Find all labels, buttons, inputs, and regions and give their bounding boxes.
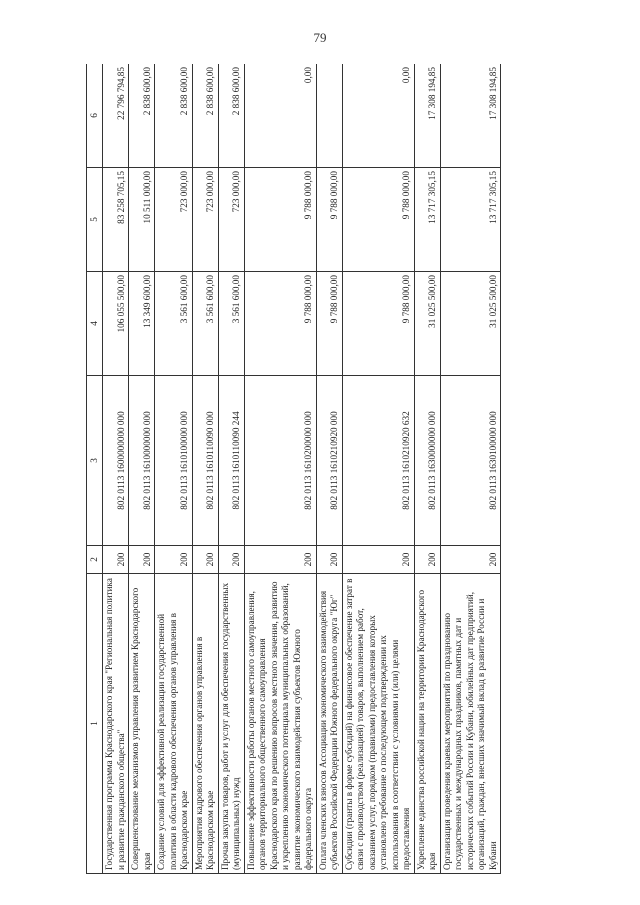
page-number: 79 xyxy=(313,30,327,45)
row-amount-6: 2 838 600,00 xyxy=(155,64,193,168)
row-name: Оплата членских взносов Ассоциации экономического взаимодействия субъектов Российской Федерации Южного федерального округа "Юг" xyxy=(316,574,342,874)
rotated-table-inner xyxy=(86,64,586,874)
table-row xyxy=(244,64,316,874)
table-row xyxy=(414,64,440,874)
row-amount-6 xyxy=(316,64,342,168)
table-row xyxy=(129,64,155,874)
row-amount-4: 9 788 000,00 xyxy=(244,272,316,376)
table-header-row xyxy=(87,64,103,874)
row-name: Организация проведения краевых мероприятий по празднованию государственных и международных праздников, памятных дат и исторических событий России и Кубани, юбилейных дат предприятий, организаций, граждан, внесших значимый вклад в развитие России и Кубани xyxy=(440,574,501,874)
row-name: Субсидии (гранты в форме субсидий) на финансовое обеспечение затрат в связи с производством (реализацией) товаров, выполнением работ, оказанием услуг, порядком (правилами) предоставления которых установлено требование о последующем подтверждении их использования в соответствии с условиями и (или) целями предоставления xyxy=(342,574,414,874)
row-name: Прочая закупка товаров, работ и услуг для обеспечения государственных (муниципальных) нужд xyxy=(218,574,244,874)
row-amount-6: 0,00 xyxy=(342,64,414,168)
row-code: 802 0113 1610000000 000 xyxy=(129,376,155,546)
row-code: 802 0113 1630100000 000 xyxy=(440,376,501,546)
table-row xyxy=(342,64,414,874)
row-code: 802 0113 1610210920 000 xyxy=(316,376,342,546)
row-amount-4: 3 561 600,00 xyxy=(218,272,244,376)
row-amount-4: 31 025 500,00 xyxy=(414,272,440,376)
row-amount-5: 9 788 000,00 xyxy=(316,168,342,272)
row-name: Мероприятия кадрового обеспечения органов управления в Краснодарском крае xyxy=(192,574,218,874)
row-amount-4: 3 561 600,00 xyxy=(155,272,193,376)
row-amount-6: 0,00 xyxy=(244,64,316,168)
row-amount-4: 9 788 000,00 xyxy=(342,272,414,376)
row-amount-6: 2 838 600,00 xyxy=(192,64,218,168)
header-cell: 6 xyxy=(87,64,103,168)
row-name: Создание условий для эффективной реализации государственной политики в области кадрового обеспечения органов управления в Краснодарском крае xyxy=(155,574,193,874)
table-row xyxy=(316,64,342,874)
budget-table xyxy=(86,64,501,874)
row-name: Совершенствование механизмов управления развитием Краснодарского края xyxy=(129,574,155,874)
row-amount-6: 22 796 794,85 xyxy=(103,64,129,168)
table-row xyxy=(218,64,244,874)
row-amount-6: 2 838 600,00 xyxy=(129,64,155,168)
row-name: Повышение эффективности работы органов местного самоуправления, органов территориального общественного самоуправления Краснодарского края по решению вопросов местного значения, развитию и укреплению экономического потенциала муниципальных образований, развитие экономического взаимодействия субъектов Южного федерального округа xyxy=(244,574,316,874)
row-amount-5: 723 000,00 xyxy=(218,168,244,272)
row-name: Государственная программа Краснодарского края "Региональная политика и развитие гражданского общества" xyxy=(103,574,129,874)
row-amount-4: 9 788 000,00 xyxy=(316,272,342,376)
row-amount-5: 13 717 305,15 xyxy=(414,168,440,272)
row-col2: 200 xyxy=(316,546,342,574)
row-amount-4: 31 025 500,00 xyxy=(440,272,501,376)
row-col2: 200 xyxy=(103,546,129,574)
row-col2: 200 xyxy=(414,546,440,574)
row-col2: 200 xyxy=(129,546,155,574)
row-amount-5: 723 000,00 xyxy=(192,168,218,272)
row-amount-5: 13 717 305,15 xyxy=(440,168,501,272)
row-col2: 200 xyxy=(155,546,193,574)
header-cell: 4 xyxy=(87,272,103,376)
table-row xyxy=(103,64,129,874)
row-amount-4: 13 349 600,00 xyxy=(129,272,155,376)
table-row xyxy=(440,64,501,874)
header-cell: 5 xyxy=(87,168,103,272)
row-amount-5: 9 788 000,00 xyxy=(244,168,316,272)
row-amount-5: 723 000,00 xyxy=(155,168,193,272)
header-cell: 2 xyxy=(87,546,103,574)
row-code: 802 0113 1610100000 000 xyxy=(155,376,193,546)
row-col2: 200 xyxy=(440,546,501,574)
row-col2: 200 xyxy=(244,546,316,574)
header-cell: 1 xyxy=(87,574,103,874)
row-amount-5: 9 788 000,00 xyxy=(342,168,414,272)
row-code: 802 0113 1610200000 000 xyxy=(244,376,316,546)
row-amount-4: 106 055 500,00 xyxy=(103,272,129,376)
row-amount-6: 17 308 194,85 xyxy=(414,64,440,168)
row-code: 802 0113 1610210920 632 xyxy=(342,376,414,546)
row-name: Укрепление единства российской нации на территории Краснодарского края xyxy=(414,574,440,874)
row-code: 802 0113 1630000000 000 xyxy=(414,376,440,546)
row-code: 802 0113 1610110090 244 xyxy=(218,376,244,546)
row-amount-4: 3 561 600,00 xyxy=(192,272,218,376)
row-code: 802 0113 1610110090 000 xyxy=(192,376,218,546)
row-amount-6: 2 838 600,00 xyxy=(218,64,244,168)
row-amount-6: 17 308 194,85 xyxy=(440,64,501,168)
row-col2: 200 xyxy=(192,546,218,574)
row-col2: 200 xyxy=(342,546,414,574)
table-row xyxy=(155,64,193,874)
header-cell: 3 xyxy=(87,376,103,546)
row-amount-5: 83 258 705,15 xyxy=(103,168,129,272)
row-col2: 200 xyxy=(218,546,244,574)
rotated-table-container xyxy=(86,64,586,874)
row-amount-5: 10 511 000,00 xyxy=(129,168,155,272)
row-code: 802 0113 1600000000 000 xyxy=(103,376,129,546)
table-row xyxy=(192,64,218,874)
